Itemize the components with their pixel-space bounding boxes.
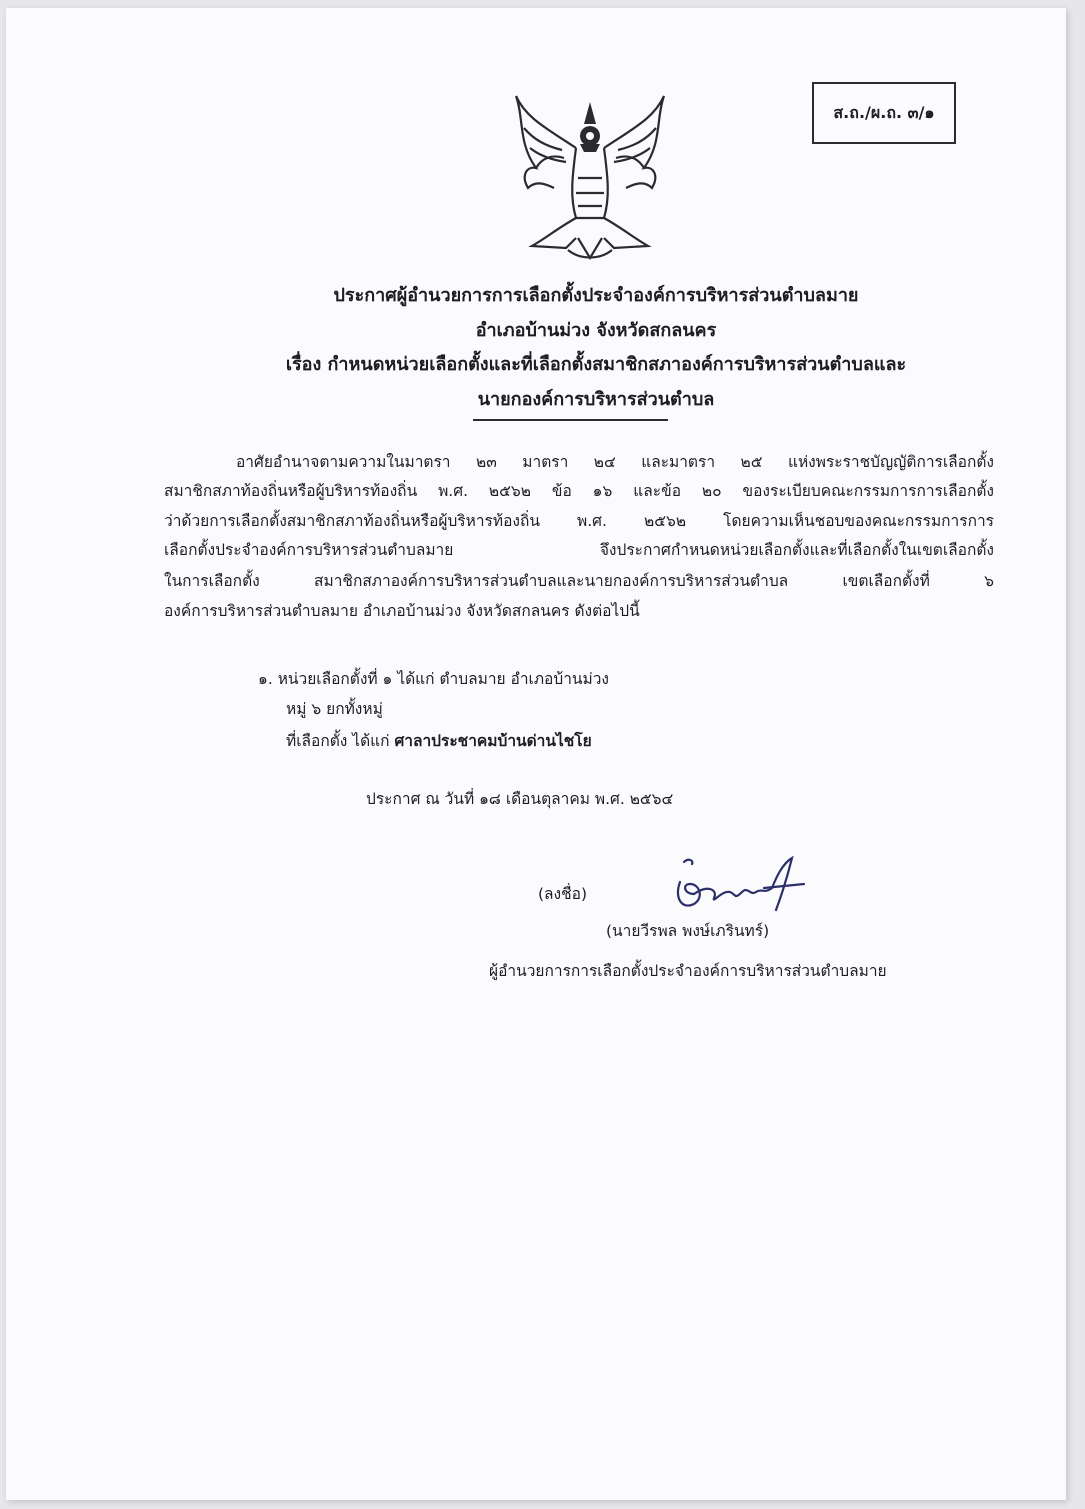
garuda-emblem-icon — [506, 88, 674, 266]
document-page — [6, 8, 1066, 1500]
announcement-date: ประกาศ ณ วันที่ ๑๘ เดือนตุลาคม พ.ศ. ๒๕๖๔ — [366, 790, 674, 808]
body-paragraph-line: องค์การบริหารส่วนตำบลมาย อำเภอบ้านม่วง จังหวัดสกลนคร ดังต่อไปนี้ — [164, 602, 640, 620]
body-paragraph-line: ในการเลือกตั้ง สมาชิกสภาองค์การบริหารส่วนตำบลและนายกองค์การบริหารส่วนตำบล เขตเลือกตั้งที่ ๖ — [164, 572, 994, 590]
polling-place-line — [286, 728, 592, 753]
polling-place-name: ศาลาประชาคมบ้านด่านไชโย — [394, 732, 592, 750]
subject-line: เรื่อง กำหนดหน่วยเลือกตั้งและที่เลือกตั้งสมาชิกสภาองค์การบริหารส่วนตำบลและ — [285, 354, 907, 375]
body-paragraph-line: เลือกตั้งประจำองค์การบริหารส่วนตำบลมาย จึงประกาศกำหนดหน่วยเลือกตั้งและที่เลือกตั้งในเขตเลือกตั้ง — [164, 541, 994, 559]
handwritten-signature — [664, 854, 814, 914]
signer-name: (นายวีรพล พงษ์เภรินทร์) — [606, 922, 770, 940]
polling-unit-line: ๑. หน่วยเลือกตั้งที่ ๑ ได้แก่ ตำบลมาย อำเภอบ้านม่วง — [258, 670, 609, 688]
announcement-title: ประกาศผู้อำนวยการการเลือกตั้งประจำองค์การบริหารส่วนตำบลมาย — [333, 285, 859, 306]
body-paragraph-line: ว่าด้วยการเลือกตั้งสมาชิกสภาท้องถิ่นหรือผู้บริหารท้องถิ่น พ.ศ. ๒๕๖๒ โดยความเห็นชอบของคณะกรรมการการ — [164, 512, 994, 530]
district-province-line: อำเภอบ้านม่วง จังหวัดสกลนคร — [475, 320, 717, 341]
body-paragraph-line: สมาชิกสภาท้องถิ่นหรือผู้บริหารท้องถิ่น พ.ศ. ๒๕๖๒ ข้อ ๑๖ และข้อ ๒๐ ของระเบียบคณะกรรมการการเลือกตั้ง — [164, 482, 994, 500]
body-paragraph-line: อาศัยอำนาจตามความในมาตรา ๒๓ มาตรา ๒๔ และมาตรา ๒๕ แห่งพระราชบัญญัติการเลือกตั้ง — [236, 453, 994, 471]
village-line: หมู่ ๖ ยกทั้งหมู่ — [286, 700, 383, 718]
subject-line-continued: นายกองค์การบริหารส่วนตำบล — [477, 389, 715, 410]
polling-place-label: ที่เลือกตั้ง ได้แก่ — [286, 732, 395, 750]
title-underline-divider — [473, 419, 668, 421]
form-code-box: ส.ถ./ผ.ถ. ๓/๑ — [812, 82, 956, 144]
signer-title: ผู้อำนวยการการเลือกตั้งประจำองค์การบริหารส่วนตำบลมาย — [489, 962, 887, 980]
sign-label: (ลงชื่อ) — [538, 885, 587, 903]
